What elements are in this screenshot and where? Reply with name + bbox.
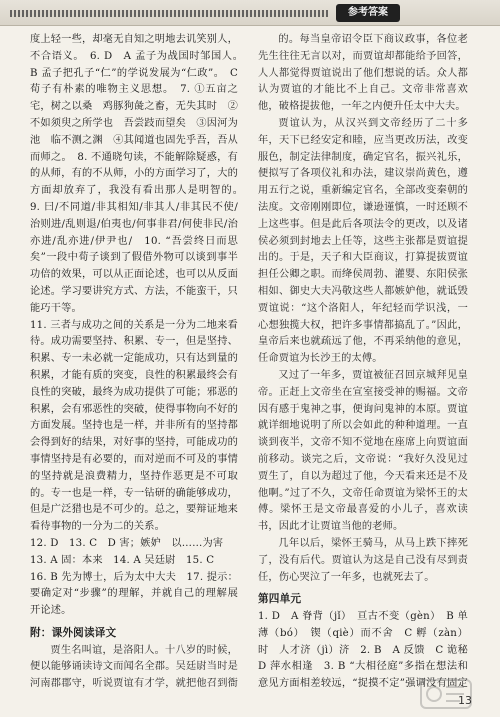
left-column-paragraph: 度上轻一些，却毫无自知之明地去讥笑别人，不合语义。 6. D A 孟子为战国时邹国人。 B 孟子把孔子“仁”的学说发展为“仁政”。 C 荀子有朴素的唯物主义思想。 7. ①五亩之宅，树之以桑 鸡豚狗彘之畜，无失其时 ②不如须臾之所学也 吾尝跂而望矣 ③因河为池 临不测之渊 ④其闻道也固先乎吾，吾从而师之。 8. 不通晓句读，不能解除疑惑，有的从师，有的不从师，小的方面学习了，大的方面却放弃了，我没有看出那人是明智的。 9. 曰/不同道/非其相知/非其人/非其民不使/治则进/乱则退/伯夷也/何事非君/何使非民/治亦进/乱亦进/伊尹也/ 10. “吾尝终日而思矣”一段中荀子谈到了假借外物可以谈到事半功倍的效果，可以从正面论述，也可以从反面论述。学习要讲究方式、方法，不能蛮干，只能巧干等。 [30,34,238,314]
right-column-paragraph: 的。每当皇帝诏令臣下商议政事，各位老先生往往无言以对，而贾谊却都能给予回答，人人都觉得贾谊说出了他们想说的话。众人都认为贾谊的才能比不上自己。文帝非常喜欢他，破格提拔他，一年之内便升任太中大夫。 [258,34,468,113]
right-text-column [258,32,468,692]
left-column-paragraph: 贾生名叫谊，是洛阳人。十八岁的时候，便以能够诵读诗文而闻名全郡。吴廷尉当时是河南郡郡守，听说贾谊有才学，就把他召到衙 [30,644,238,690]
left-column-paragraph: 13. A 固：本来 14. A 吴廷尉 15. C [30,554,215,566]
right-column-paragraph: 又过了一年多，贾谊被征召回京城拜见皇帝。正赶上文帝坐在宣室接受神的赐福。文帝因有感于鬼神之事，便询问鬼神的本原。贾谊就详细地说明了所以会如此的种种道理。一直谈到夜半，文帝不知不觉地在座席上向贾谊面前移动。谈完之后，文帝说：“我好久没见过贾生了，自以为超过了他，今天看来还是不及他啊。”过了不久，文帝任命贾谊为梁怀王的太傅。梁怀王是文帝最喜爱的小儿子，喜欢读书，因此才让贾谊当他的老师。 [258,369,468,533]
right-column-paragraph: 1. D A 脊背（jǐ） 亘古不变（gèn） B 单薄（bó） 锲（qiè）而不舍 C 孵（zàn）时 人才济（jì）济 2. B A 反馈 C 诡秘 D 萍水相逢 3. B “大相径庭”多指在想法和意见方面相差较远，“捉摸不定”强调没有固定 [258,611,468,690]
page-number: 13 [458,694,472,707]
left-text-column [30,32,238,692]
right-column-section-heading: 第四单元 [258,593,302,606]
left-column-paragraph: 11. 三者与成功之间的关系是一分为二地来看待。成功需要坚持、积累、专一，但是坚持、积累、专一未必就一定能成功，只有达到量的积累，才能有质的突变，良性的积累最终会有良性的突破，最终为成功提供了可能；邪恶的积累，会有邪恶性的突破，使得事物向不好的方面发展。坚持也是一样，并非所有的坚持都会得到好的结果，对好事的坚持，可能成功的事情坚持是有必要的，而对逆而不可及的事情的坚持就是浪费精力，坚持作恶更是不可取的。专一也是一样，专一钻研的确能够成功，但是广泛猎也是不可少的。总之，要辩证地来看待事物的一分为二的关系。 [30,319,238,533]
header-decoration-stripe [10,10,328,17]
right-column-paragraph: 几年以后，梁怀王骑马，从马上跌下摔死了，没有后代。贾谊认为这是自己没有尽到责任，伤心哭泣了一年多，也就死去了。 [258,537,468,583]
left-column-paragraph: 16. B 先为博士，后为太中大夫 17. 提示：要确定对“步骤”的理解，并就自己的理解展开论述。 [30,571,238,617]
answer-key-badge: 参考答案 [336,4,400,22]
right-column-paragraph: 贾谊认为，从汉兴到文帝经历了二十多年，天下已经安定和睦，应当更改历法，改变服色，制定法律制度，确定官名，振兴礼乐，便拟写了各项仪礼和办法，建议崇尚黄色，遵用五行之说，重新编定官名，全部改变秦朝的法度。文帝刚刚即位，谦逊谨慎，一时还顾不上这些事。但是此后各项法令的更改，以及诸侯必须到封地去上任等，这些主张都是贾谊提出的。于是，天子和大臣商议，打算提拔贾谊担任公卿之职。而绛侯周勃、灌婴、东阳侯张相如、御史大夫冯敬这些人都嫉妒他，就诋毁贾谊说：“这个洛阳人，年纪轻而学识浅，一心想独揽大权，把许多事情都搞乱了。”因此，皇帝后来也就疏远了他，不再采纳他的意见，任命贾谊为长沙王的太傅。 [258,117,468,365]
left-column-paragraph: 12. D 13. C D 害；嫉妒 以……为害 [30,537,224,549]
header-bar [0,0,500,26]
left-column-section-heading: 附：课外阅读译文 [30,626,117,639]
